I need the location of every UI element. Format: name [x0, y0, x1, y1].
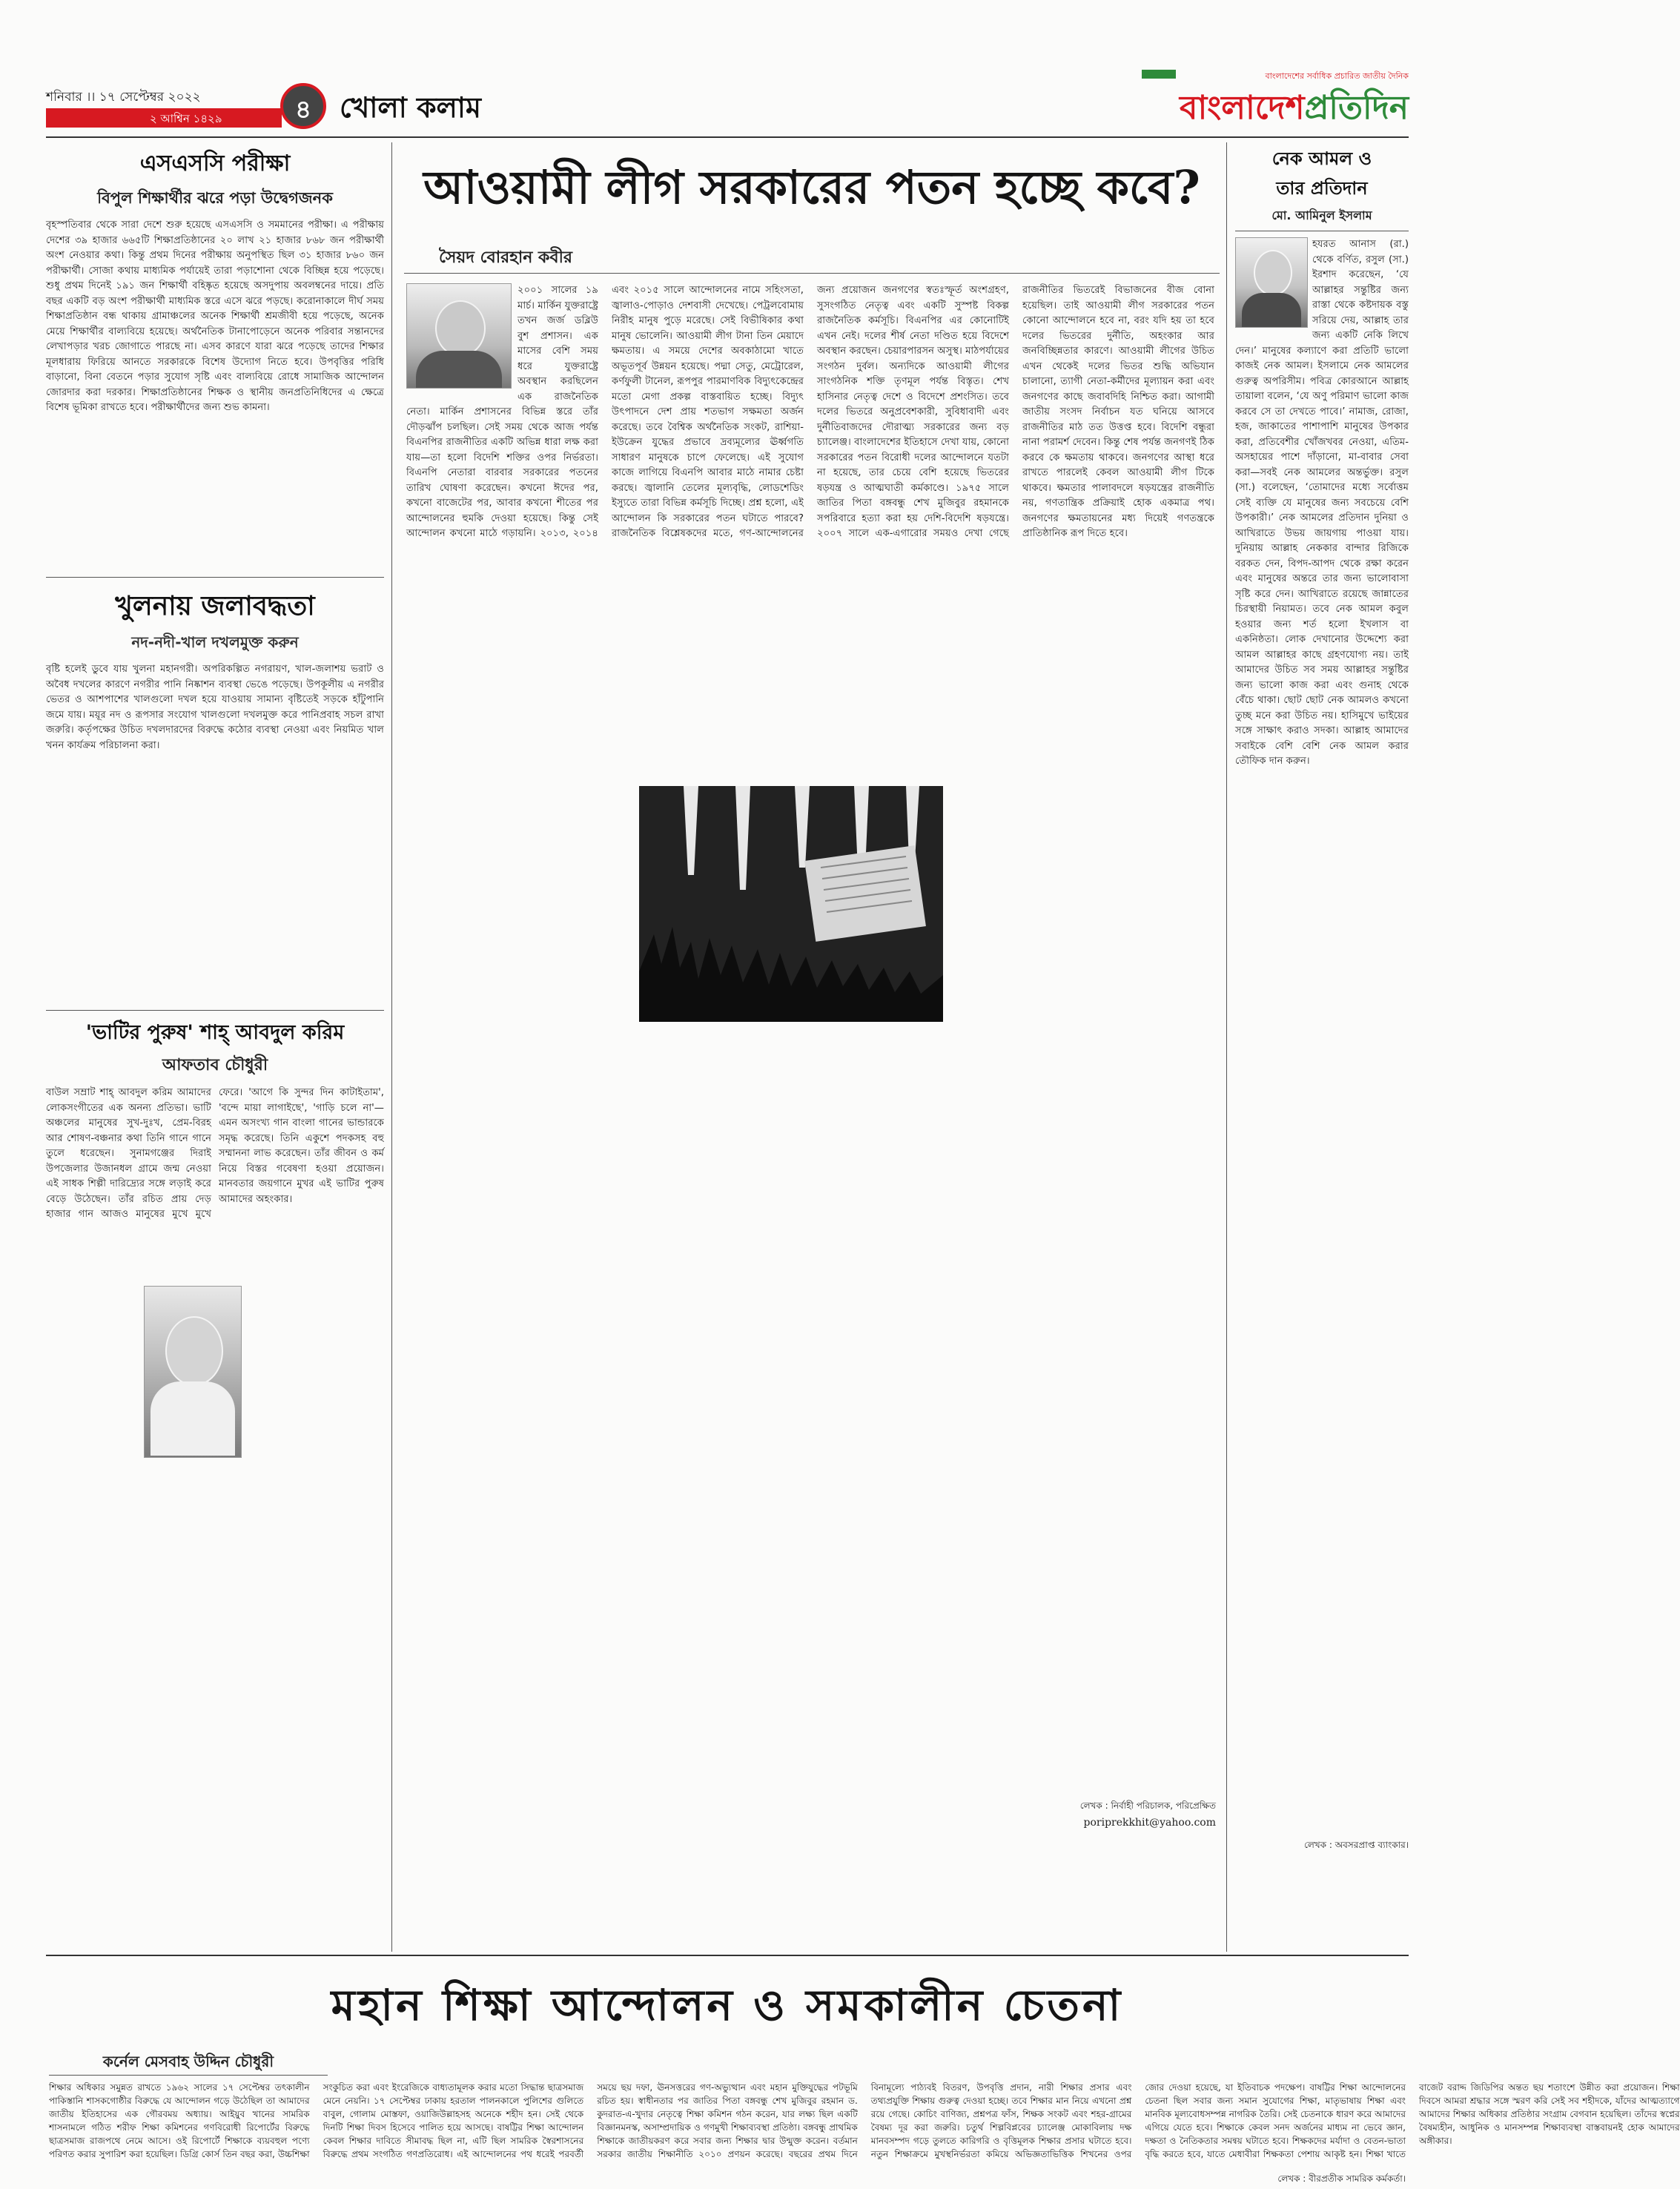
right-article-body: হযরত আনাস (রা.) থেকে বর্ণিত, রসুল (সা.) ইরশাদ করেছেন, ‘যে আল্লাহর সন্তুষ্টির জন্য রাস্তা থেকে কষ্টদায়ক বস্তু সরিয়ে দেয়, আল্লাহ তার জন্য একটি নেকি লিখে দেন।’ মানুষের কল্যাণে করা প্রতিটি ভালো কাজই নেক আমল। ইসলামে নেক আমলের গুরুত্ব অপরিসীম। পবিত্র কোরআনে আল্লাহ তায়ালা বলেন, ‘যে অণু পরিমাণ ভালো কাজ করবে সে তা দেখতে পাবে।’ নামাজ, রোজা, হজ, জাকাতের পাশাপাশি মানুষের উপকার করা, প্রতিবেশীর খোঁজখবর নেওয়া, এতিম-অসহায়ের পাশে দাঁড়ানো, মা-বাবার সেবা করা—সবই নেক আমলের অন্তর্ভুক্ত। রসুল (সা.) বলেছেন, ‘তোমাদের মধ্যে সর্বোত্তম সেই ব্যক্তি যে মানুষের জন্য সবচেয়ে বেশি উপকারী।’ নেক আমলের প্রতিদান দুনিয়া ও আখিরাতে উভয় জায়গায় পাওয়া যায়। দুনিয়ায় আল্লাহ নেককার বান্দার রিজিকে বরকত দেন, বিপদ-আপদ থেকে রক্ষা করেন এবং মানুষের অন্তরে তার জন্য ভালোবাসা সৃষ্টি করে দেন। আখিরাতে রয়েছে জান্নাতের চিরস্থায়ী নিয়ামত। তবে নেক আমল কবুল হওয়ার জন্য শর্ত হলো ইখলাস বা একনিষ্ঠতা। লোক দেখানোর উদ্দেশ্যে করা আমল আল্লাহর কাছে গ্রহণযোগ্য নয়। তাই আমাদের উচিত সব সময় আল্লাহর সন্তুষ্টির জন্য ভালো কাজ করা এবং গুনাহ থেকে বেঁচে থাকা। ছোট ছোট নেক আমলও কখনো তুচ্ছ মনে করা উচিত নয়। হাসিমুখে ভাইয়ের সঙ্গে সাক্ষাৎ করাও সদকা। আল্লাহ আমাদের সবাইকে বেশি বেশি নেক আমল করার তৌফিক দান করুন।: [1235, 239, 1409, 767]
right-article-author: মো. আমিনুল ইসলাম: [1271, 208, 1372, 222]
bottom-divider: [46, 1955, 1409, 1956]
left-article-ssc-subtitle: বিপুল শিক্ষার্থীর ঝরে পড়া উদ্বেগজনক: [97, 189, 333, 207]
main-byline-rule: [404, 273, 1220, 274]
left-article-karim-title: 'ভাটির পুরুষ' শাহ্ আবদুল করিম: [85, 1021, 345, 1044]
right-article-credit: লেখক : অবসরপ্রাপ্ত ব্যাংকার।: [1303, 1840, 1409, 1850]
left-article-khulna-body: বৃষ্টি হলেই ডুবে যায় খুলনা মহানগরী। অপরিকল্পিত নগরায়ণ, খাল-জলাশয় ভরাট ও অবৈধ দখলের কারণে নগরীর পানি নিষ্কাশন ব্যবস্থা ভেঙে পড়েছে। উপকূলীয় এ নগরীর ভেতর ও আশপাশের খালগুলো দখল হয়ে যাওয়ায় সামান্য বৃষ্টিতেই সড়কে হাঁটুপানি জমে যায়। ময়ূর নদ ও রূপসার সংযোগ খালগুলো দখলমুক্ত করে পানিপ্রবাহ সচল রাখা জরুরি। কর্তৃপক্ষের উচিত দখলদারদের বিরুদ্ধে কঠোর ব্যবস্থা নেওয়া এবং নিয়মিত খাল খনন কার্যক্রম পরিচালনা করা।: [46, 664, 384, 751]
brand-name-part2: প্রতিদিন: [1304, 89, 1409, 127]
column-divider-left: [391, 142, 392, 1952]
left-article-khulna-subtitle: নদ-নদী-খাল দখলমুক্ত করুন: [131, 633, 299, 651]
page-number-badge: [280, 83, 326, 129]
right-article-title-line1: নেক আমল ও: [1271, 148, 1372, 169]
brand-logo: [1142, 70, 1409, 133]
main-headline: আওয়ামী লীগ সরকারের পতন হচ্ছে কবে?: [423, 160, 1200, 214]
left-article-karim-author: আফতাব চৌধুরী: [162, 1056, 268, 1074]
date-bar: [46, 108, 282, 128]
brand-name-part1: বাংলাদেশ: [1180, 89, 1305, 127]
bangla-date: ২ আশ্বিন ১৪২৯: [150, 112, 222, 125]
main-credit-label: লেখক : নির্বাহী পরিচালক, পরিপ্রেক্ষিত: [1079, 1800, 1216, 1811]
main-byline: সৈয়দ বোরহান কবীর: [439, 248, 573, 267]
left-divider-1: [46, 577, 384, 578]
page-number: ৪: [294, 95, 312, 125]
bottom-byline: কর্নেল মেসবাহ উদ্দিন চৌধুরী: [102, 2053, 274, 2070]
main-credit-email: poriprekkhit@yahoo.com: [1083, 1817, 1216, 1829]
left-article-khulna-title: খুলনায় জলাবদ্ধতা: [115, 591, 315, 621]
left-article-karim-body: বাউল সম্রাট শাহ্ আবদুল করিম আমাদের লোকসংগীতের এক অনন্য প্রতিভা। ভাটি অঞ্চলের মানুষের সুখ-দুঃখ, প্রেম-বিরহ আর শোষণ-বঞ্চনার কথা তিনি গানে গানে তুলে ধরেছেন। সুনামগঞ্জের দিরাই উপজেলার উজানধল গ্রামে জন্ম নেওয়া এই সাধক শিল্পী দারিদ্র্যের সঙ্গে লড়াই করে বেড়ে উঠেছেন। তাঁর রচিত প্রায় দেড় হাজার গান আজও মানুষের মুখে মুখে ফেরে। 'আগে কি সুন্দর দিন কাটাইতাম', 'বন্দে মায়া লাগাইছে', 'গাড়ি চলে না'—এমন অসংখ্য গান বাংলা গানের ভান্ডারকে সমৃদ্ধ করেছে। তিনি একুশে পদকসহ বহু সম্মাননা লাভ করেছেন। তাঁর জীবন ও কর্ম নিয়ে বিস্তর গবেষণা হওয়া প্রয়োজন। মানবতার জয়গানে মুখর এই ভাটির পুরুষ আমাদের অহংকার।: [46, 1087, 384, 1220]
right-article-title-line2: তার প্রতিদান: [1276, 178, 1368, 199]
masthead-rule: [46, 136, 1409, 138]
bottom-headline: মহান শিক্ষা আন্দোলন ও সমকালীন চেতনা: [331, 1980, 1124, 2030]
bottom-article-body: শিক্ষার অধিকার সমুন্নত রাখতে ১৯৬২ সালের ১৭ সেপ্টেম্বর তৎকালীন পাকিস্তানি শাসকগোষ্ঠীর বিরুদ্ধে যে আন্দোলন গড়ে উঠেছিল তা আমাদের জাতীয় ইতিহাসের এক গৌরবময় অধ্যায়। আইয়ুব খানের সামরিক শাসনামলে গঠিত শরীফ শিক্ষা কমিশনের গণবিরোধী রিপোর্টের বিরুদ্ধে ছাত্রসমাজ রাজপথে নেমে আসে। ওই রিপোর্টে শিক্ষাকে ব্যয়বহুল পণ্যে পরিণত করার সুপারিশ করা হয়েছিল। ডিগ্রি কোর্স তিন বছর করা, উচ্চশিক্ষা সংকুচিত করা এবং ইংরেজিকে বাধ্যতামূলক করার মতো সিদ্ধান্ত ছাত্রসমাজ মেনে নেয়নি। ১৭ সেপ্টেম্বর ঢাকায় হরতাল পালনকালে পুলিশের গুলিতে বাবুল, গোলাম মোস্তফা, ওয়াজিউল্লাহসহ অনেকে শহীদ হন। সেই থেকে দিনটি শিক্ষা দিবস হিসেবে পালিত হয়ে আসছে। বাষট্টির শিক্ষা আন্দোলন কেবল শিক্ষার দাবিতে সীমাবদ্ধ ছিল না, এটি ছিল সামরিক স্বৈরশাসনের বিরুদ্ধে প্রথম সংগঠিত গণপ্রতিরোধ। এই আন্দোলনের পথ ধরেই পরবর্তী সময়ে ছয় দফা, ঊনসত্তরের গণ-অভ্যুত্থান এবং মহান মুক্তিযুদ্ধের পটভূমি রচিত হয়। স্বাধীনতার পর জাতির পিতা বঙ্গবন্ধু শেখ মুজিবুর রহমান ড. কুদরাত-এ-খুদার নেতৃত্বে শিক্ষা কমিশন গঠন করেন, যার লক্ষ্য ছিল একটি বিজ্ঞানমনস্ক, অসাম্প্রদায়িক ও গণমুখী শিক্ষাব্যবস্থা প্রতিষ্ঠা। বঙ্গবন্ধু প্রাথমিক শিক্ষাকে জাতীয়করণ করে সবার জন্য শিক্ষার দ্বার উন্মুক্ত করেন। বর্তমান সরকার জাতীয় শিক্ষানীতি ২০১০ প্রণয়ন করেছে। বছরের প্রথম দিনে বিনামূল্যে পাঠ্যবই বিতরণ, উপবৃত্তি প্রদান, নারী শিক্ষার প্রসার এবং তথ্যপ্রযুক্তি শিক্ষায় গুরুত্ব দেওয়া হচ্ছে। তবে শিক্ষার মান নিয়ে এখনো প্রশ্ন রয়ে গেছে। কোচিং বাণিজ্য, প্রশ্নপত্র ফাঁস, শিক্ষক সংকট এবং শহর-গ্রামের বৈষম্য দূর করা জরুরি। চতুর্থ শিল্পবিপ্লবের চ্যালেঞ্জ মোকাবিলায় দক্ষ মানবসম্পদ গড়ে তুলতে কারিগরি ও বৃত্তিমূলক শিক্ষার প্রসার ঘটাতে হবে। নতুন শিক্ষাক্রমে মুখস্থনির্ভরতা কমিয়ে অভিজ্ঞতাভিত্তিক শিখনের ওপর জোর দেওয়া হয়েছে, যা ইতিবাচক পদক্ষেপ। বাষট্টির শিক্ষা আন্দোলনের চেতনা ছিল সবার জন্য সমান সুযোগের শিক্ষা, মাতৃভাষায় শিক্ষা এবং মানবিক মূল্যবোধসম্পন্ন নাগরিক তৈরি। সেই চেতনাকে ধারণ করে আমাদের এগিয়ে যেতে হবে। শিক্ষাকে কেবল সনদ অর্জনের মাধ্যম না ভেবে জ্ঞান, দক্ষতা ও নৈতিকতার সমন্বয় ঘটাতে হবে। শিক্ষকদের মর্যাদা ও বেতন-ভাতা বৃদ্ধি করতে হবে, যাতে মেধাবীরা শিক্ষকতা পেশায় আকৃষ্ট হন। শিক্ষা খাতে বাজেট বরাদ্দ জিডিপির অন্তত ছয় শতাংশে উন্নীত করা প্রয়োজন। শিক্ষা দিবসে আমরা শ্রদ্ধার সঙ্গে স্মরণ করি সেই সব শহীদকে, যাঁদের আত্মত্যাগে আমাদের শিক্ষার অধিকার প্রতিষ্ঠার সংগ্রাম বেগবান হয়েছিল। তাঁদের স্বপ্নের বৈষম্যহীন, আধুনিক ও মানসম্পন্ন শিক্ষাব্যবস্থা বাস্তবায়নই হোক আমাদের অঙ্গীকার।: [49, 2082, 1680, 2159]
column-divider-right: [1226, 142, 1227, 1952]
left-article-ssc-body: বৃহস্পতিবার থেকে সারা দেশে শুরু হয়েছে এসএসসি ও সমমানের পরীক্ষা। এ পরীক্ষায় দেশের ৩৯ হাজার ৬৬৫টি শিক্ষাপ্রতিষ্ঠানের ২০ লাখ ২১ হাজার ৮৬৮ জন পরীক্ষার্থী অংশ নেওয়ার কথা। কিন্তু প্রথম দিনের পরীক্ষায় অনুপস্থিত ছিল ৩১ হাজার ৮৬০ জন পরীক্ষার্থী। সোজা কথায় মাধ্যমিক পর্যায়েই তারা পড়াশোনা থেকে বিচ্ছিন্ন হয়ে পড়েছে। শুধু প্রথম দিনেই ১৯১ জন শিক্ষার্থী বহিষ্কৃত হয়েছে অসদুপায় অবলম্বনের দায়ে। প্রতি বছর একটি বড় অংশ পরীক্ষার্থী মাধ্যমিক স্তরে এসে ঝরে পড়ছে। করোনাকালে দীর্ঘ সময় শিক্ষাপ্রতিষ্ঠান বন্ধ থাকায় গ্রামাঞ্চলের অনেক শিক্ষার্থী শ্রমজীবী হয়ে পড়েছে, অনেক মেয়ে শিক্ষার্থীর বাল্যবিয়ে হয়েছে। অর্থনৈতিক টানাপোড়েনে অনেক পরিবার সন্তানদের লেখাপড়ার খরচ জোগাতে পারছে না। এসব কারণে যারা ঝরে পড়েছে তাদের শিক্ষার মূলধারায় ফিরিয়ে আনতে সরকারকে বিশেষ উদ্যোগ নিতে হবে। উপবৃত্তির পরিধি বাড়ানো, বিনা বেতনে পড়ার সুযোগ সৃষ্টি এবং বাল্যবিয়ে রোধে সামাজিক আন্দোলন জোরদার করা দরকার। শিক্ষাপ্রতিষ্ঠানের শিক্ষক ও স্থানীয় জনপ্রতিনিধিদের এ ক্ষেত্রে বিশেষ ভূমিকা রাখতে হবে। পরীক্ষার্থীদের জন্য শুভ কামনা।: [46, 219, 384, 413]
left-article-khulna: [46, 586, 384, 1007]
right-article: [1235, 145, 1409, 1869]
left-article-ssc: [46, 145, 384, 578]
masthead: [0, 0, 1446, 141]
left-article-ssc-title: এসএসসি পরীক্ষা: [139, 151, 291, 176]
left-divider-2: [46, 1010, 384, 1011]
main-article-body: ২০০১ সালের ১৯ মার্চ। মার্কিন যুক্তরাষ্ট্রে তখন জর্জ ডব্লিউ বুশ প্রশাসন। এক মাসের বেশি সময় ধরে যুক্তরাষ্ট্রে অবস্থান করছিলেন এক রাজনৈতিক নেতা। মার্কিন প্রশাসনের বিভিন্ন স্তরে তাঁর দৌড়ঝাঁপ চলছিল। সেই সময় থেকে আজ পর্যন্ত বিএনপির রাজনীতির একটি অভিন্ন ধারা লক্ষ করা যায়—তা হলো বিদেশি শক্তির ওপর নির্ভরতা। বিএনপি নেতারা বারবার সরকারের পতনের তারিখ ঘোষণা করেছেন। কখনো ঈদের পর, কখনো বাজেটের পর, আবার কখনো শীতের পর আন্দোলনের হুমকি দেওয়া হয়েছে। কিন্তু সেই আন্দোলন কখনো মাঠে গড়ায়নি। ২০১৩, ২০১৪ এবং ২০১৫ সালে আন্দোলনের নামে সহিংসতা, জ্বালাও-পোড়াও দেশবাসী দেখেছে। পেট্রলবোমায় নিরীহ মানুষ পুড়ে মরেছে। সেই বিভীষিকার কথা মানুষ ভোলেনি। আওয়ামী লীগ টানা তিন মেয়াদে ক্ষমতায়। এ সময়ে দেশের অবকাঠামো খাতে অভূতপূর্ব উন্নয়ন হয়েছে। পদ্মা সেতু, মেট্রোরেল, কর্ণফুলী টানেল, রূপপুর পারমাণবিক বিদ্যুৎকেন্দ্রের মতো মেগা প্রকল্প বাস্তবায়িত হচ্ছে। বিদ্যুৎ উৎপাদনে দেশ প্রায় শতভাগ সক্ষমতা অর্জন করেছে। তবে বৈশ্বিক অর্থনৈতিক সংকট, রাশিয়া-ইউক্রেন যুদ্ধের প্রভাবে দ্রব্যমূল্যের ঊর্ধ্বগতি সাধারণ মানুষকে চাপে ফেলেছে। এই সুযোগ কাজে লাগিয়ে বিএনপি আবার মাঠে নামার চেষ্টা করছে। জ্বালানি তেলের মূল্যবৃদ্ধি, লোডশেডিং ইস্যুতে তারা বিভিন্ন কর্মসূচি দিচ্ছে। প্রশ্ন হলো, এই আন্দোলন কি সরকারের পতন ঘটাতে পারবে? রাজনৈতিক বিশ্লেষকদের মতে, গণ-আন্দোলনের জন্য প্রয়োজন জনগণের স্বতঃস্ফূর্ত অংশগ্রহণ, সুসংগঠিত নেতৃত্ব এবং একটি সুস্পষ্ট বিকল্প রাজনৈতিক কর্মসূচি। বিএনপির এর কোনোটিই এখন নেই। দলের শীর্ষ নেতা দণ্ডিত হয়ে বিদেশে অবস্থান করছেন। চেয়ারপারসন অসুস্থ। মাঠপর্যায়ের সংগঠন দুর্বল। অন্যদিকে আওয়ামী লীগের সাংগঠনিক শক্তি তৃণমূল পর্যন্ত বিস্তৃত। শেখ হাসিনার নেতৃত্ব দেশে ও বিদেশে প্রশংসিত। তবে দলের ভিতরে অনুপ্রবেশকারী, সুবিধাবাদী এবং দুর্নীতিবাজদের দৌরাত্ম্য সরকারের জন্য বড় চ্যালেঞ্জ। বাংলাদেশের ইতিহাসে দেখা যায়, কোনো সরকারের পতন বিরোধী দলের আন্দোলনে যতটা না হয়েছে, তার চেয়ে বেশি হয়েছে ভিতরের ষড়যন্ত্র ও আত্মঘাতী কর্মকাণ্ডে। ১৯৭৫ সালে জাতির পিতা বঙ্গবন্ধু শেখ মুজিবুর রহমানকে সপরিবারে হত্যা করা হয় দেশি-বিদেশি ষড়যন্ত্রে। ২০০৭ সালে এক-এগারোর সময়ও দেখা গেছে রাজনীতির ভিতরেই বিভাজনের বীজ বোনা হয়েছিল। তাই আওয়ামী লীগ সরকারের পতন কোনো আন্দোলনে হবে না, বরং যদি হয় তা হবে দলের ভিতরের দুর্নীতি, অহংকার আর জনবিচ্ছিন্নতার কারণে। আওয়ামী লীগের উচিত এখন থেকেই দলের ভিতর শুদ্ধি অভিযান চালানো, ত্যাগী নেতা-কর্মীদের মূল্যায়ন করা এবং জনগণের কাছে জবাবদিহি নিশ্চিত করা। আগামী জাতীয় সংসদ নির্বাচন যত ঘনিয়ে আসবে রাজনীতির মাঠ তত উত্তপ্ত হবে। বিদেশি বন্ধুরা নানা পরামর্শ দেবেন। কিন্তু শেষ পর্যন্ত জনগণই ঠিক করবে কে ক্ষমতায় থাকবে। জনগণের আস্থা ধরে রাখতে পারলেই কেবল আওয়ামী লীগ টিকে থাকবে। ক্ষমতার পালাবদলে ষড়যন্ত্রের রাজনীতি নয়, গণতান্ত্রিক প্রক্রিয়াই হোক একমাত্র পথ। জনগণের ক্ষমতায়নের মধ্য দিয়েই গণতন্ত্রকে প্রাতিষ্ঠানিক রূপ দিতে হবে।: [406, 285, 1214, 539]
brand-logo-mark: [1142, 70, 1176, 79]
bottom-byline-rule: [49, 2075, 328, 2076]
left-article-karim: [46, 1017, 384, 1974]
main-credit: [830, 1797, 1216, 1829]
brand-tagline: বাংলাদেশের সর্বাধিক প্রচারিত জাতীয় দৈনিক: [1265, 71, 1409, 81]
section-title: খোলা কলাম: [340, 91, 481, 124]
date-line: শনিবার ।। ১৭ সেপ্টেম্বর ২০২২: [46, 90, 201, 105]
bottom-article-credit: লেখক : বীরপ্রতীক সামরিক কর্মকর্তা।: [1277, 2173, 1406, 2184]
